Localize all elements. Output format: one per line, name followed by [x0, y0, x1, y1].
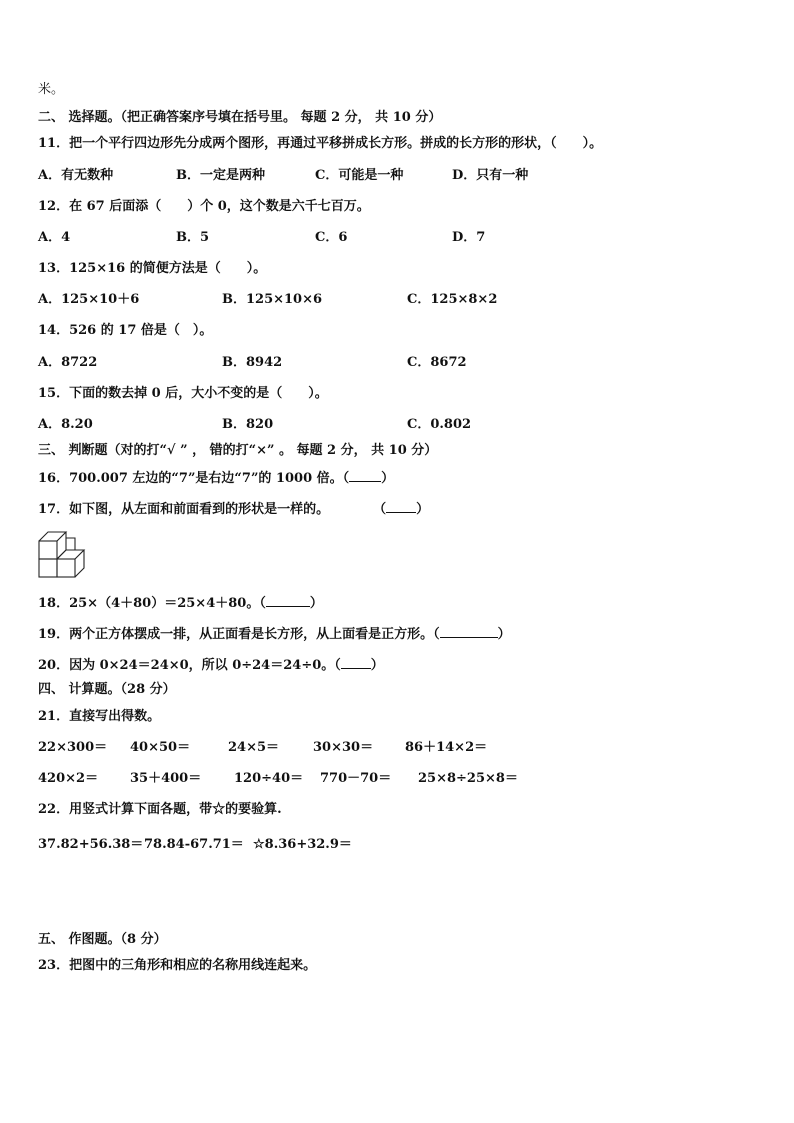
q19-text: 19．两个正方体摆成一排，从正面看是长方形，从上面看是正方形。（: [38, 627, 440, 642]
section-heading-calc: 四、 计算题。（28 分）: [38, 682, 176, 697]
page-fragment: 米。: [38, 82, 65, 97]
q11-option-c[interactable]: C．可能是一种: [315, 168, 404, 183]
calc-item: 120÷40＝: [234, 771, 304, 786]
q12-option-b[interactable]: B．5: [176, 230, 210, 245]
q11-option-b[interactable]: B．一定是两种: [176, 168, 265, 183]
q15-option-c[interactable]: C．0.802: [407, 417, 472, 432]
q17-answer-blank[interactable]: [386, 500, 416, 513]
q18-text: 18．25×（4＋80）＝25×4＋80。（: [38, 596, 266, 611]
q17-open: （: [373, 502, 387, 517]
calc-item: 770－70＝: [320, 771, 392, 786]
question-11: 11．把一个平行四边形先分成两个图形，再通过平移拼成长方形。拼成的长方形的形状，（ ）。: [38, 136, 603, 151]
question-12: 12．在 67 后面添（ ）个 0，这个数是六千七百万。: [38, 199, 370, 214]
section-heading-draw: 五、 作图题。（8 分）: [38, 932, 167, 947]
question-18: [38, 594, 323, 612]
q14-option-c[interactable]: C．8672: [407, 355, 467, 370]
q14-option-a[interactable]: A．8722: [38, 355, 98, 370]
question-23: 23．把图中的三角形和相应的名称用线连起来。: [38, 958, 317, 973]
q19-close: ）: [497, 627, 511, 642]
calc-item: 22×300＝: [38, 740, 108, 755]
calc-item: 40×50＝: [130, 740, 191, 755]
q19-answer-blank[interactable]: [440, 625, 498, 638]
q18-close: ）: [309, 596, 323, 611]
q15-option-a[interactable]: A．8.20: [38, 417, 93, 432]
q18-answer-blank[interactable]: [266, 594, 310, 607]
q16-answer-blank[interactable]: [349, 469, 381, 482]
q17-text: 17．如下图，从左面和前面看到的形状是一样的。: [38, 502, 330, 517]
calc-item: 35＋400＝: [130, 771, 202, 786]
question-14: 14．526 的 17 倍是（ ）。: [38, 323, 213, 338]
question-13: 13．125×16 的简便方法是（ ）。: [38, 261, 267, 276]
question-15: 15．下面的数去掉 0 后，大小不变的是（ ）。: [38, 386, 328, 401]
q13-option-b[interactable]: B．125×10×6: [222, 292, 323, 307]
calc-item: 25×8÷25×8＝: [418, 771, 518, 786]
calc-item: 86＋14×2＝: [405, 740, 488, 755]
q15-option-b[interactable]: B．820: [222, 417, 274, 432]
calc-item: 30×30＝: [313, 740, 374, 755]
q13-option-a[interactable]: A．125×10＋6: [38, 292, 140, 307]
q17-close: ）: [416, 502, 430, 517]
vertical-calc-item: 37.82+56.38＝: [38, 837, 144, 852]
q20-close: ）: [370, 658, 384, 673]
q12-option-a[interactable]: A．4: [38, 230, 71, 245]
question-22: 22．用竖式计算下面各题，带☆的要验算.: [38, 802, 282, 817]
q14-option-b[interactable]: B．8942: [222, 355, 283, 370]
stacked-cubes-figure: [38, 528, 90, 580]
vertical-calc-item: 78.84-67.71＝: [144, 837, 244, 852]
q12-option-c[interactable]: C．6: [315, 230, 348, 245]
q11-option-a[interactable]: A．有无数种: [38, 168, 114, 183]
vertical-calc-item: ☆8.36+32.9＝: [253, 837, 352, 852]
question-16: [38, 469, 394, 487]
question-20: [38, 656, 384, 674]
q20-answer-blank[interactable]: [341, 656, 371, 669]
question-17: [38, 500, 429, 518]
section-heading-judge: 三、 判断题（对的打“√ ” ， 错的打“×” 。 每题 2 分， 共 10 分）: [38, 443, 438, 458]
q12-option-d[interactable]: D．7: [452, 230, 486, 245]
q13-option-c[interactable]: C．125×8×2: [407, 292, 498, 307]
q11-option-d[interactable]: D．只有一种: [452, 168, 529, 183]
question-21: 21．直接写出得数。: [38, 709, 161, 724]
calc-item: 24×5＝: [228, 740, 280, 755]
question-19: [38, 625, 511, 643]
section-heading-choice: 二、 选择题。（把正确答案序号填在括号里。 每题 2 分， 共 10 分）: [38, 110, 442, 125]
calc-item: 420×2＝: [38, 771, 99, 786]
q16-text: 16．700.007 左边的“7”是右边“7”的 1000 倍。（: [38, 471, 350, 486]
q20-text: 20．因为 0×24＝24×0，所以 0÷24＝24÷0。（: [38, 658, 341, 673]
q16-close: ）: [381, 471, 395, 486]
